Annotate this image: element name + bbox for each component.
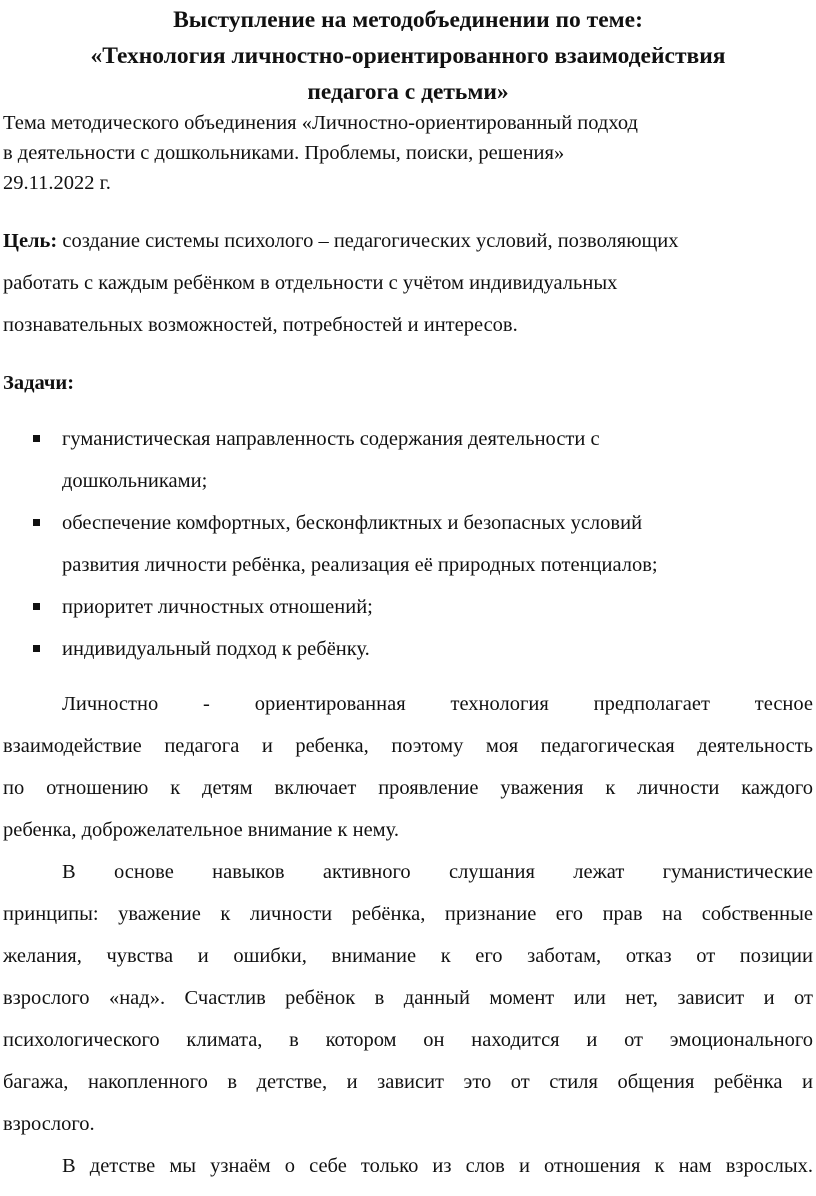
paragraph (3, 851, 813, 1145)
title-line: Выступление на методобъединении по теме: (173, 7, 643, 33)
list-item (0, 418, 816, 502)
list-item-line: развития личности ребёнка, реализация её природных потенциалов; (62, 554, 658, 576)
paragraph (3, 683, 813, 851)
topic-block (3, 108, 813, 198)
paragraph-line: принципы: уважение к личности ребёнка, признание его прав на собственные (3, 903, 813, 925)
list-item-line: приоритет личностных отношений; (62, 596, 373, 618)
square-bullet-icon (33, 519, 40, 526)
goal-block (3, 220, 813, 346)
paragraph-line: психологического климата, в котором он находится и от эмоционального (3, 1029, 813, 1051)
goal-line: познавательных возможностей, потребностей и интересов. (3, 314, 518, 336)
square-bullet-icon (33, 603, 40, 610)
square-bullet-icon (33, 645, 40, 652)
paragraph (3, 1145, 813, 1187)
list-item-line: индивидуальный подход к ребёнку. (62, 638, 370, 660)
goal-line: работать с каждым ребёнком в отдельности с учётом индивидуальных (3, 272, 618, 294)
square-bullet-icon (33, 435, 40, 442)
topic-line: в деятельности с дошкольниками. Проблемы, поиски, решения» (3, 142, 565, 164)
title-line: «Технология личностно-ориентированного взаимодействия (90, 43, 726, 69)
paragraph-line: багажа, накопленного в детстве, и зависит это от стиля общения ребёнка и (3, 1071, 813, 1093)
list-item (0, 586, 816, 628)
tasks-list (0, 418, 816, 670)
list-item (0, 628, 816, 670)
list-item-line: гуманистическая направленность содержания деятельности с (62, 428, 600, 450)
paragraph-line: желания, чувства и ошибки, внимание к его заботам, отказ от позиции (3, 945, 813, 967)
paragraph-line: взрослого. (3, 1113, 95, 1135)
paragraph-line: Личностно - ориентированная технология предполагает тесное (62, 693, 813, 715)
paragraph-line: взрослого «над». Счастлив ребёнок в данный момент или нет, зависит и от (3, 987, 813, 1009)
paragraph-line: В основе навыков активного слушания лежат гуманистические (62, 861, 813, 883)
paragraph-line: В детстве мы узнаём о себе только из слов и отношения к нам взрослых. (62, 1155, 813, 1177)
list-item (0, 502, 816, 586)
list-item-line: обеспечение комфортных, бесконфликтных и безопасных условий (62, 512, 643, 534)
title-line: педагога с детьми» (307, 79, 509, 105)
paragraph-line: ребенка, доброжелательное внимание к нему. (3, 819, 399, 841)
paragraph-line: по отношению к детям включает проявление уважения к личности каждого (3, 777, 813, 799)
list-item-line: дошкольниками; (62, 470, 208, 492)
tasks-heading: Задачи: (3, 372, 75, 394)
goal-text: создание системы психолого – педагогических условий, позволяющих (57, 230, 679, 252)
topic-date: 29.11.2022 г. (3, 172, 111, 194)
topic-line: Тема методического объединения «Личностно-ориентированный подход (3, 112, 638, 134)
goal-label: Цель: (3, 230, 58, 252)
paragraph-line: взаимодействие педагога и ребенка, поэтому моя педагогическая деятельность (3, 735, 813, 757)
goal-line (3, 220, 813, 262)
document-title (0, 2, 816, 110)
